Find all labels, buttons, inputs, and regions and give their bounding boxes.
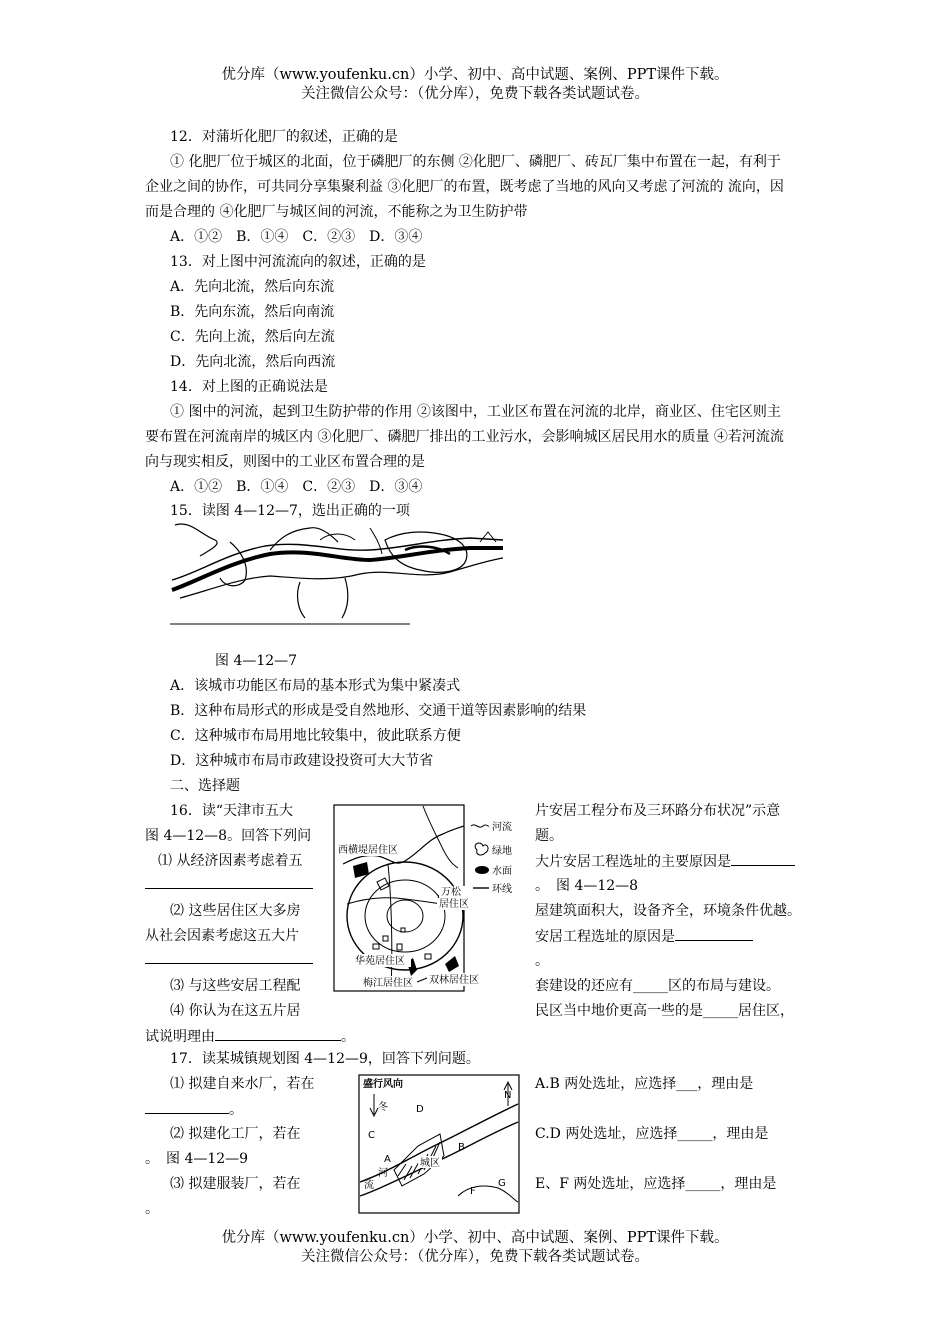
footer-line-2: 关注微信公众号：（优分库），免费下载各类试题试卷。: [301, 1249, 649, 1265]
q17-part-1-end: 。: [229, 1102, 243, 1118]
q16-part-2-right-2: [535, 926, 753, 947]
q16-figure-caption: 。 图 4—12—8: [535, 878, 639, 894]
q16-part-4-blank[interactable]: [215, 1026, 341, 1041]
q15-option-c: C．这种城市布局用地比较集中，彼此联系方便: [170, 728, 461, 744]
q16-part-4-left: ⑷ 你认为在这五片居: [170, 1003, 301, 1019]
map-label-river-1: 河: [378, 1168, 388, 1179]
q12-options: A．①② B．①④ C．②③ D．③④: [170, 229, 423, 245]
q13-option-c: C．先向上流，然后向左流: [170, 329, 335, 345]
map-label-winter: 冬: [378, 1102, 388, 1113]
figure-4-12-7-map: [170, 520, 505, 628]
q17-figure-caption: 。 图 4—12—9: [145, 1151, 249, 1167]
q16-part-1-left: ⑴ 从经济因素考虑着五: [158, 853, 303, 869]
q16-part-3-right: 套建设的还应有_____区的布局与建设。: [535, 978, 780, 994]
q15-option-a: A．该城市功能区布局的基本形式为集中紧凑式: [170, 678, 461, 694]
map-label-a: A: [384, 1154, 391, 1165]
q16-line-2-left: 图 4—12—8。回答下列问: [145, 828, 312, 844]
legend-ring: 环线: [492, 884, 512, 895]
q16-part-1-blank[interactable]: [731, 851, 795, 866]
q16-part-2-right: 屋建筑面积大，设备齐全，环境条件优越。: [535, 903, 801, 919]
map-label-city: 城区: [420, 1158, 440, 1169]
q16-line-1-left: 16．读“天津市五大: [170, 803, 293, 819]
map-label-north: N: [504, 1090, 512, 1101]
q14-stem: 14．对上图的正确说法是: [170, 379, 328, 395]
figure-4-12-7-caption: 图 4—12—7: [215, 653, 298, 669]
figure-4-12-8-map: [333, 804, 525, 994]
header-line-1: 优分库（www.youfenku.cn）小学、初中、高中试题、案例、PPT课件下载。: [221, 67, 729, 83]
q16-part-4-right: 民区当中地价更高一些的是_____居住区，: [535, 1003, 794, 1019]
q16-part-2-answer-line[interactable]: [145, 949, 313, 964]
q17-part-1-reason: [145, 1099, 243, 1120]
q17-part-3-left: ⑶ 拟建服装厂，若在: [170, 1176, 301, 1192]
map-label-huayuan: 华苑居住区: [355, 956, 405, 967]
map-label-shuanglin: 双林居住区: [429, 975, 479, 986]
map-label-river-2: 流: [364, 1180, 374, 1191]
legend-river: 河流: [492, 822, 512, 833]
q14-line-2: 要布置在河流南岸的城区内 ③化肥厂、磷肥厂排出的工业污水，会影响城区居民用水的质量 ④若河流流: [145, 429, 784, 445]
q16-part-1-answer-line[interactable]: [145, 874, 313, 889]
q16-part-4-reason: [145, 1026, 355, 1047]
q17-part-1-blank[interactable]: [145, 1099, 229, 1114]
q13-option-d: D．先向北流，然后向西流: [170, 354, 336, 370]
map-label-wansong-1: 万松: [441, 887, 461, 898]
header-line-2: 关注微信公众号：（优分库），免费下载各类试题试卷。: [301, 86, 649, 102]
map-label-wansong-2: 居住区: [439, 899, 469, 910]
q17-part-1-left: ⑴ 拟建自来水厂，若在: [170, 1076, 315, 1092]
q16-part-2-text: 安居工程选址的原因是: [535, 929, 675, 945]
q12-stem: 12．对蒲圻化肥厂的叙述，正确的是: [170, 129, 398, 145]
q16-part-1-text: 大片安居工程选址的主要原因是: [535, 854, 731, 870]
q17-stem: 17．读某城镇规划图 4—12—9，回答下列问题。: [170, 1051, 480, 1067]
q16-part-4-end: 。: [341, 1029, 355, 1045]
q16-line-1-right: 片安居工程分布及三环路分布状况”示意: [535, 803, 781, 819]
q13-option-b: B．先向东流，然后向南流: [170, 304, 335, 320]
q16-part-2-left: ⑵ 这些居住区大多房: [170, 903, 301, 919]
q14-options: A．①② B．①④ C．②③ D．③④: [170, 479, 423, 495]
q17-part-1-right: A.B 两处选址，应选择___，理由是: [535, 1076, 754, 1092]
q14-line-3: 向与现实相反，则图中的工业区布置合理的是: [145, 454, 425, 470]
legend-green: 绿地: [492, 846, 512, 857]
footer-line-1: 优分库（www.youfenku.cn）小学、初中、高中试题、案例、PPT课件下载。: [221, 1230, 729, 1246]
map-label-b: B: [458, 1142, 465, 1153]
figure-4-12-9-map: [358, 1074, 520, 1216]
q15-stem: 15．读图 4—12—7，选出正确的一项: [170, 503, 410, 519]
legend-water: 水面: [492, 866, 512, 877]
q12-line-2: 企业之间的协作，可共同分享集聚利益 ③化肥厂的布置，既考虑了当地的风向又考虑了河流的 流向，因: [145, 179, 784, 195]
q16-part-2-left-2: 从社会因素考虑这五大片: [145, 928, 299, 944]
q12-line-1: ① 化肥厂位于城区的北面，位于磷肥厂的东侧 ②化肥厂、磷肥厂、砖瓦厂集中布置在一起，有利于: [170, 154, 781, 170]
q16-part-2-end: 。: [535, 953, 549, 969]
map-label-xihengdi: 西横堤居住区: [338, 845, 398, 856]
q17-part-3-end: 。: [145, 1201, 159, 1217]
q12-line-3: 而是合理的 ④化肥厂与城区间的河流，不能称之为卫生防护带: [145, 204, 528, 220]
q16-part-2-blank[interactable]: [675, 926, 753, 941]
map-label-d: D: [416, 1104, 424, 1115]
section-2-title: 二、选择题: [170, 778, 240, 794]
q15-option-b: B．这种布局形式的形成是受自然地形、交通干道等因素影响的结果: [170, 703, 587, 719]
map-label-f: F: [470, 1186, 476, 1197]
q13-option-a: A．先向北流，然后向东流: [170, 279, 335, 295]
map-label-meijiang: 梅江居住区: [363, 978, 413, 989]
q17-part-2-left: ⑵ 拟建化工厂，若在: [170, 1126, 301, 1142]
q14-line-1: ① 图中的河流，起到卫生防护带的作用 ②该图中，工业区布置在河流的北岸，商业区、住宅区则主: [170, 404, 781, 420]
q17-part-2-right: C.D 两处选址，应选择_____，理由是: [535, 1126, 769, 1142]
q16-part-4-text: 试说明理由: [145, 1029, 215, 1045]
q13-stem: 13．对上图中河流流向的叙述，正确的是: [170, 254, 426, 270]
q15-option-d: D．这种城市布局市政建设投资可大大节省: [170, 753, 434, 769]
map-label-wind: 盛行风向: [363, 1079, 403, 1090]
q16-line-2-right: 题。: [535, 828, 563, 844]
q16-part-3-left: ⑶ 与这些安居工程配: [170, 978, 301, 994]
map-label-g: G: [498, 1178, 506, 1189]
q17-part-3-right: E、F 两处选址，应选择_____，理由是: [535, 1176, 777, 1192]
map-label-c: C: [368, 1130, 375, 1141]
q16-part-1-right: [535, 851, 795, 872]
